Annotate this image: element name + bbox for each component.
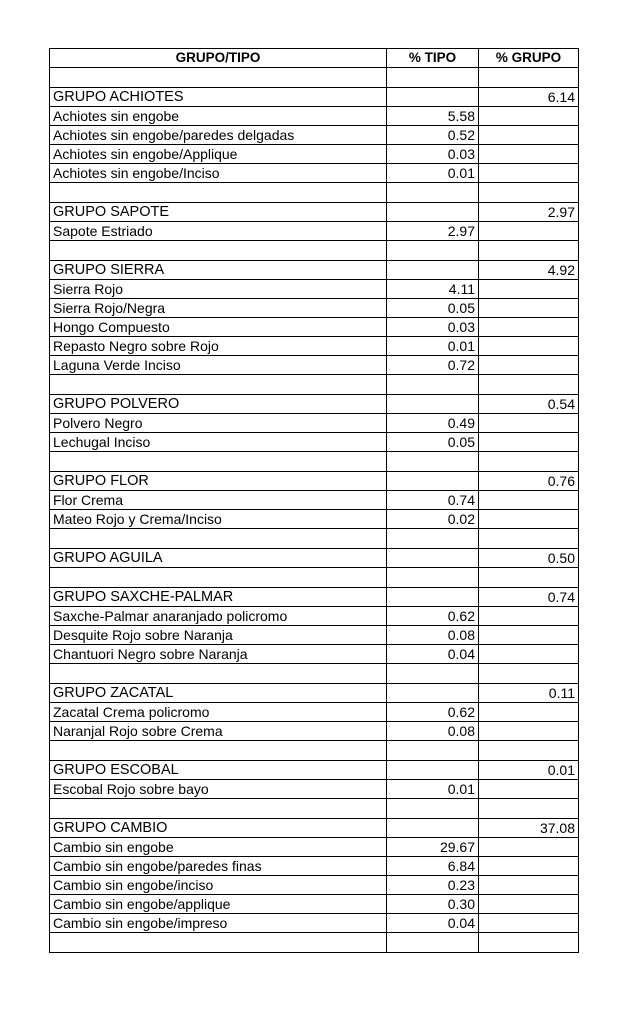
type-row xyxy=(50,280,579,299)
type-pct-grupo-empty xyxy=(479,722,579,741)
group-pct-tipo-empty xyxy=(387,684,479,703)
type-pct-grupo-empty xyxy=(479,164,579,183)
type-row xyxy=(50,914,579,933)
spacer-cell xyxy=(387,568,479,588)
type-pct: 0.74 xyxy=(387,491,479,510)
spacer-row xyxy=(50,529,579,549)
type-name: Sierra Rojo xyxy=(50,280,387,299)
group-row xyxy=(50,549,579,568)
group-name: GRUPO AGUILA xyxy=(50,549,387,568)
type-pct: 0.01 xyxy=(387,164,479,183)
spacer-cell xyxy=(50,664,387,684)
type-name: Escobal Rojo sobre bayo xyxy=(50,780,387,799)
type-row xyxy=(50,337,579,356)
type-name: Repasto Negro sobre Rojo xyxy=(50,337,387,356)
type-pct-grupo-empty xyxy=(479,126,579,145)
type-row xyxy=(50,164,579,183)
type-name: Saxche-Palmar anaranjado policromo xyxy=(50,607,387,626)
type-pct-grupo-empty xyxy=(479,433,579,452)
type-pct: 0.04 xyxy=(387,645,479,664)
type-row xyxy=(50,491,579,510)
type-row xyxy=(50,107,579,126)
spacer-row xyxy=(50,741,579,761)
type-pct: 5.58 xyxy=(387,107,479,126)
spacer-cell xyxy=(479,933,579,953)
group-name: GRUPO CAMBIO xyxy=(50,819,387,838)
type-row xyxy=(50,626,579,645)
type-name: Sapote Estriado xyxy=(50,222,387,241)
type-row xyxy=(50,895,579,914)
type-pct: 0.62 xyxy=(387,607,479,626)
header-pct-tipo: % TIPO xyxy=(387,49,479,68)
type-pct-grupo-empty xyxy=(479,857,579,876)
type-name: Lechugal Inciso xyxy=(50,433,387,452)
group-row xyxy=(50,588,579,607)
group-pct-tipo-empty xyxy=(387,88,479,107)
type-row xyxy=(50,780,579,799)
header-row xyxy=(50,49,579,68)
type-name: Achiotes sin engobe/Applique xyxy=(50,145,387,164)
spacer-row xyxy=(50,183,579,203)
type-row xyxy=(50,876,579,895)
type-pct-grupo-empty xyxy=(479,645,579,664)
spacer-cell xyxy=(387,68,479,88)
type-pct: 0.02 xyxy=(387,510,479,529)
spacer-row xyxy=(50,68,579,88)
type-pct: 0.30 xyxy=(387,895,479,914)
spacer-cell xyxy=(479,741,579,761)
spacer-cell xyxy=(479,375,579,395)
type-pct: 0.62 xyxy=(387,703,479,722)
spacer-cell xyxy=(50,529,387,549)
spacer-cell xyxy=(50,799,387,819)
group-row xyxy=(50,472,579,491)
group-name: GRUPO FLOR xyxy=(50,472,387,491)
type-pct: 0.01 xyxy=(387,780,479,799)
type-row xyxy=(50,356,579,375)
group-total: 0.76 xyxy=(479,472,579,491)
type-row xyxy=(50,222,579,241)
type-pct: 0.08 xyxy=(387,626,479,645)
type-row xyxy=(50,414,579,433)
spacer-cell xyxy=(479,568,579,588)
spacer-cell xyxy=(50,375,387,395)
spacer-row xyxy=(50,568,579,588)
type-name: Cambio sin engobe/inciso xyxy=(50,876,387,895)
type-pct: 0.04 xyxy=(387,914,479,933)
group-pct-tipo-empty xyxy=(387,261,479,280)
group-pct-tipo-empty xyxy=(387,472,479,491)
group-name: GRUPO ESCOBAL xyxy=(50,761,387,780)
type-row xyxy=(50,722,579,741)
table-body xyxy=(50,68,579,953)
spacer-cell xyxy=(387,241,479,261)
spacer-cell xyxy=(50,241,387,261)
spacer-cell xyxy=(50,741,387,761)
type-pct-grupo-empty xyxy=(479,703,579,722)
type-row xyxy=(50,645,579,664)
group-pct-tipo-empty xyxy=(387,761,479,780)
spacer-cell xyxy=(387,799,479,819)
spacer-cell xyxy=(479,529,579,549)
type-name: Cambio sin engobe/paredes finas xyxy=(50,857,387,876)
type-pct-grupo-empty xyxy=(479,626,579,645)
type-name: Laguna Verde Inciso xyxy=(50,356,387,375)
type-pct-grupo-empty xyxy=(479,318,579,337)
group-total: 6.14 xyxy=(479,88,579,107)
type-pct-grupo-empty xyxy=(479,107,579,126)
type-name: Sierra Rojo/Negra xyxy=(50,299,387,318)
type-pct-grupo-empty xyxy=(479,780,579,799)
group-total: 0.54 xyxy=(479,395,579,414)
type-name: Flor Crema xyxy=(50,491,387,510)
spacer-row xyxy=(50,799,579,819)
group-total: 0.50 xyxy=(479,549,579,568)
type-name: Achiotes sin engobe xyxy=(50,107,387,126)
type-pct-grupo-empty xyxy=(479,280,579,299)
type-name: Chantuori Negro sobre Naranja xyxy=(50,645,387,664)
spacer-cell xyxy=(479,241,579,261)
group-name: GRUPO SAXCHE-PALMAR xyxy=(50,588,387,607)
group-row xyxy=(50,684,579,703)
type-pct-grupo-empty xyxy=(479,222,579,241)
group-total: 37.08 xyxy=(479,819,579,838)
type-pct: 0.05 xyxy=(387,299,479,318)
type-pct: 0.05 xyxy=(387,433,479,452)
type-name: Achiotes sin engobe/paredes delgadas xyxy=(50,126,387,145)
spacer-cell xyxy=(387,375,479,395)
type-row xyxy=(50,703,579,722)
type-pct: 29.67 xyxy=(387,838,479,857)
type-row xyxy=(50,299,579,318)
type-name: Naranjal Rojo sobre Crema xyxy=(50,722,387,741)
spacer-cell xyxy=(50,568,387,588)
type-row xyxy=(50,510,579,529)
group-total: 2.97 xyxy=(479,203,579,222)
type-row xyxy=(50,145,579,164)
spacer-cell xyxy=(479,664,579,684)
type-name: Polvero Negro xyxy=(50,414,387,433)
group-name: GRUPO ZACATAL xyxy=(50,684,387,703)
group-total: 4.92 xyxy=(479,261,579,280)
spacer-cell xyxy=(387,664,479,684)
spacer-cell xyxy=(387,741,479,761)
group-row xyxy=(50,761,579,780)
type-pct-grupo-empty xyxy=(479,414,579,433)
group-pct-tipo-empty xyxy=(387,203,479,222)
spacer-cell xyxy=(387,452,479,472)
header-grupo-tipo: GRUPO/TIPO xyxy=(50,49,387,68)
type-pct: 0.08 xyxy=(387,722,479,741)
type-pct: 6.84 xyxy=(387,857,479,876)
type-pct: 0.03 xyxy=(387,145,479,164)
spacer-cell xyxy=(50,452,387,472)
type-pct: 0.03 xyxy=(387,318,479,337)
type-name: Mateo Rojo y Crema/Inciso xyxy=(50,510,387,529)
group-name: GRUPO POLVERO xyxy=(50,395,387,414)
spacer-row xyxy=(50,452,579,472)
group-row xyxy=(50,88,579,107)
group-pct-tipo-empty xyxy=(387,549,479,568)
type-name: Hongo Compuesto xyxy=(50,318,387,337)
type-pct-grupo-empty xyxy=(479,299,579,318)
spacer-row xyxy=(50,933,579,953)
ceramic-types-table xyxy=(49,48,579,953)
type-name: Desquite Rojo sobre Naranja xyxy=(50,626,387,645)
type-pct: 0.01 xyxy=(387,337,479,356)
group-total: 0.01 xyxy=(479,761,579,780)
type-pct-grupo-empty xyxy=(479,914,579,933)
type-name: Zacatal Crema policromo xyxy=(50,703,387,722)
type-pct-grupo-empty xyxy=(479,895,579,914)
spacer-row xyxy=(50,241,579,261)
group-name: GRUPO SIERRA xyxy=(50,261,387,280)
spacer-cell xyxy=(387,529,479,549)
type-pct: 0.52 xyxy=(387,126,479,145)
spacer-row xyxy=(50,375,579,395)
type-pct: 0.49 xyxy=(387,414,479,433)
type-pct-grupo-empty xyxy=(479,356,579,375)
spacer-cell xyxy=(50,183,387,203)
type-pct-grupo-empty xyxy=(479,145,579,164)
spacer-cell xyxy=(387,933,479,953)
spacer-cell xyxy=(50,68,387,88)
type-row xyxy=(50,838,579,857)
group-row xyxy=(50,819,579,838)
spacer-row xyxy=(50,664,579,684)
type-pct-grupo-empty xyxy=(479,876,579,895)
type-pct: 4.11 xyxy=(387,280,479,299)
type-pct: 0.23 xyxy=(387,876,479,895)
spacer-cell xyxy=(479,68,579,88)
group-pct-tipo-empty xyxy=(387,395,479,414)
group-total: 0.11 xyxy=(479,684,579,703)
type-name: Cambio sin engobe xyxy=(50,838,387,857)
group-row xyxy=(50,261,579,280)
spacer-cell xyxy=(50,933,387,953)
spacer-cell xyxy=(387,183,479,203)
type-name: Achiotes sin engobe/Inciso xyxy=(50,164,387,183)
group-total: 0.74 xyxy=(479,588,579,607)
type-pct-grupo-empty xyxy=(479,491,579,510)
type-pct-grupo-empty xyxy=(479,510,579,529)
group-pct-tipo-empty xyxy=(387,819,479,838)
group-name: GRUPO ACHIOTES xyxy=(50,88,387,107)
type-row xyxy=(50,857,579,876)
spacer-cell xyxy=(479,452,579,472)
group-row xyxy=(50,203,579,222)
group-name: GRUPO SAPOTE xyxy=(50,203,387,222)
type-pct: 0.72 xyxy=(387,356,479,375)
type-pct-grupo-empty xyxy=(479,838,579,857)
group-row xyxy=(50,395,579,414)
type-name: Cambio sin engobe/impreso xyxy=(50,914,387,933)
type-row xyxy=(50,433,579,452)
spacer-cell xyxy=(479,799,579,819)
type-pct: 2.97 xyxy=(387,222,479,241)
type-row xyxy=(50,126,579,145)
type-row xyxy=(50,607,579,626)
spacer-cell xyxy=(479,183,579,203)
type-row xyxy=(50,318,579,337)
group-pct-tipo-empty xyxy=(387,588,479,607)
header-pct-grupo: % GRUPO xyxy=(479,49,579,68)
type-name: Cambio sin engobe/applique xyxy=(50,895,387,914)
type-pct-grupo-empty xyxy=(479,607,579,626)
type-pct-grupo-empty xyxy=(479,337,579,356)
